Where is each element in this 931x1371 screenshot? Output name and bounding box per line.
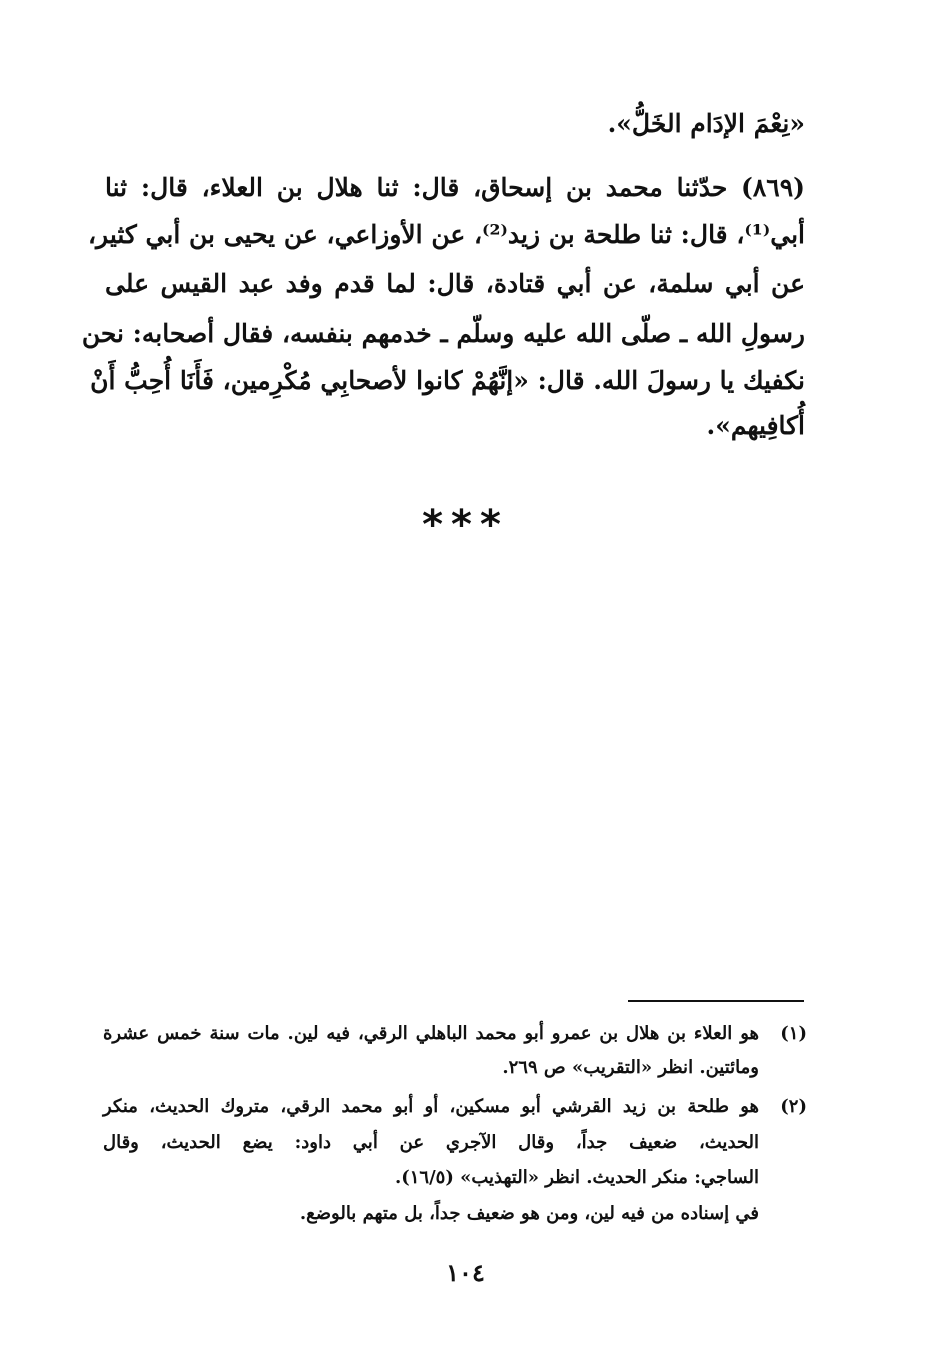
footnote-1-line-1: هو العلاء بن هلال بن عمرو أبو محمد الباهلي الرقي، فيه لين. مات سنة خمس عشرة xyxy=(103,1023,759,1044)
hadith-line-5: نكفيك يا رسولَ الله. قال: «إنَّهُمْ كانوا لأصحابِي مُكْرِمين، فَأَنَا أُحِبُّ أَنْ xyxy=(90,366,805,395)
hadith-line-3: عن أبي سلمة، عن أبي قتادة، قال: لما قدم وفد عبد القيس على xyxy=(105,269,805,298)
opening-hadith-line: «نِعْمَ الإدَام الخَلُّ». xyxy=(607,109,805,138)
hadith-line-6: أُكافِيهم». xyxy=(706,411,805,440)
footnote-2-line-1: هو طلحة بن زيد القرشي أبو مسكين، أو أبو محمد الرقي، متروك الحديث، منكر xyxy=(103,1096,759,1117)
footnote-1-number: (١) xyxy=(780,1023,807,1044)
hadith-line-4: رسولِ الله ـ صلّى الله عليه وسلّم ـ خدمهم بنفسه، فقال أصحابه: نحن xyxy=(81,319,805,348)
page-number: ١٠٤ xyxy=(446,1258,485,1287)
footnote-2-number: (٢) xyxy=(780,1096,807,1117)
footnote-2-line-3: الساجي: منكر الحديث. انظر «التهذيب» (١٦/٥). xyxy=(394,1167,759,1188)
footnote-divider xyxy=(628,1000,804,1002)
footnote-2-line-2: الحديث، ضعيف جداً، وقال الآجري عن أبي داود: يضع الحديث، وقال xyxy=(103,1132,759,1153)
hadith-line-1: (٨٦٩) حدّثنا محمد بن إسحاق، قال: ثنا هلال بن العلاء، قال: ثنا xyxy=(105,173,805,202)
section-separator: *** xyxy=(422,502,509,548)
footnote-1-line-2: ومائتين. انظر «التقريب» ص ٢٦٩. xyxy=(502,1057,759,1078)
closing-note: في إسناده من فيه لين، ومن هو ضعيف جداً، بل متهم بالوضع. xyxy=(299,1203,759,1224)
hadith-line-2: أبي⁽¹⁾، قال: ثنا طلحة بن زيد⁽²⁾، عن الأوزاعي، عن يحيى بن أبي كثير، xyxy=(87,220,805,249)
